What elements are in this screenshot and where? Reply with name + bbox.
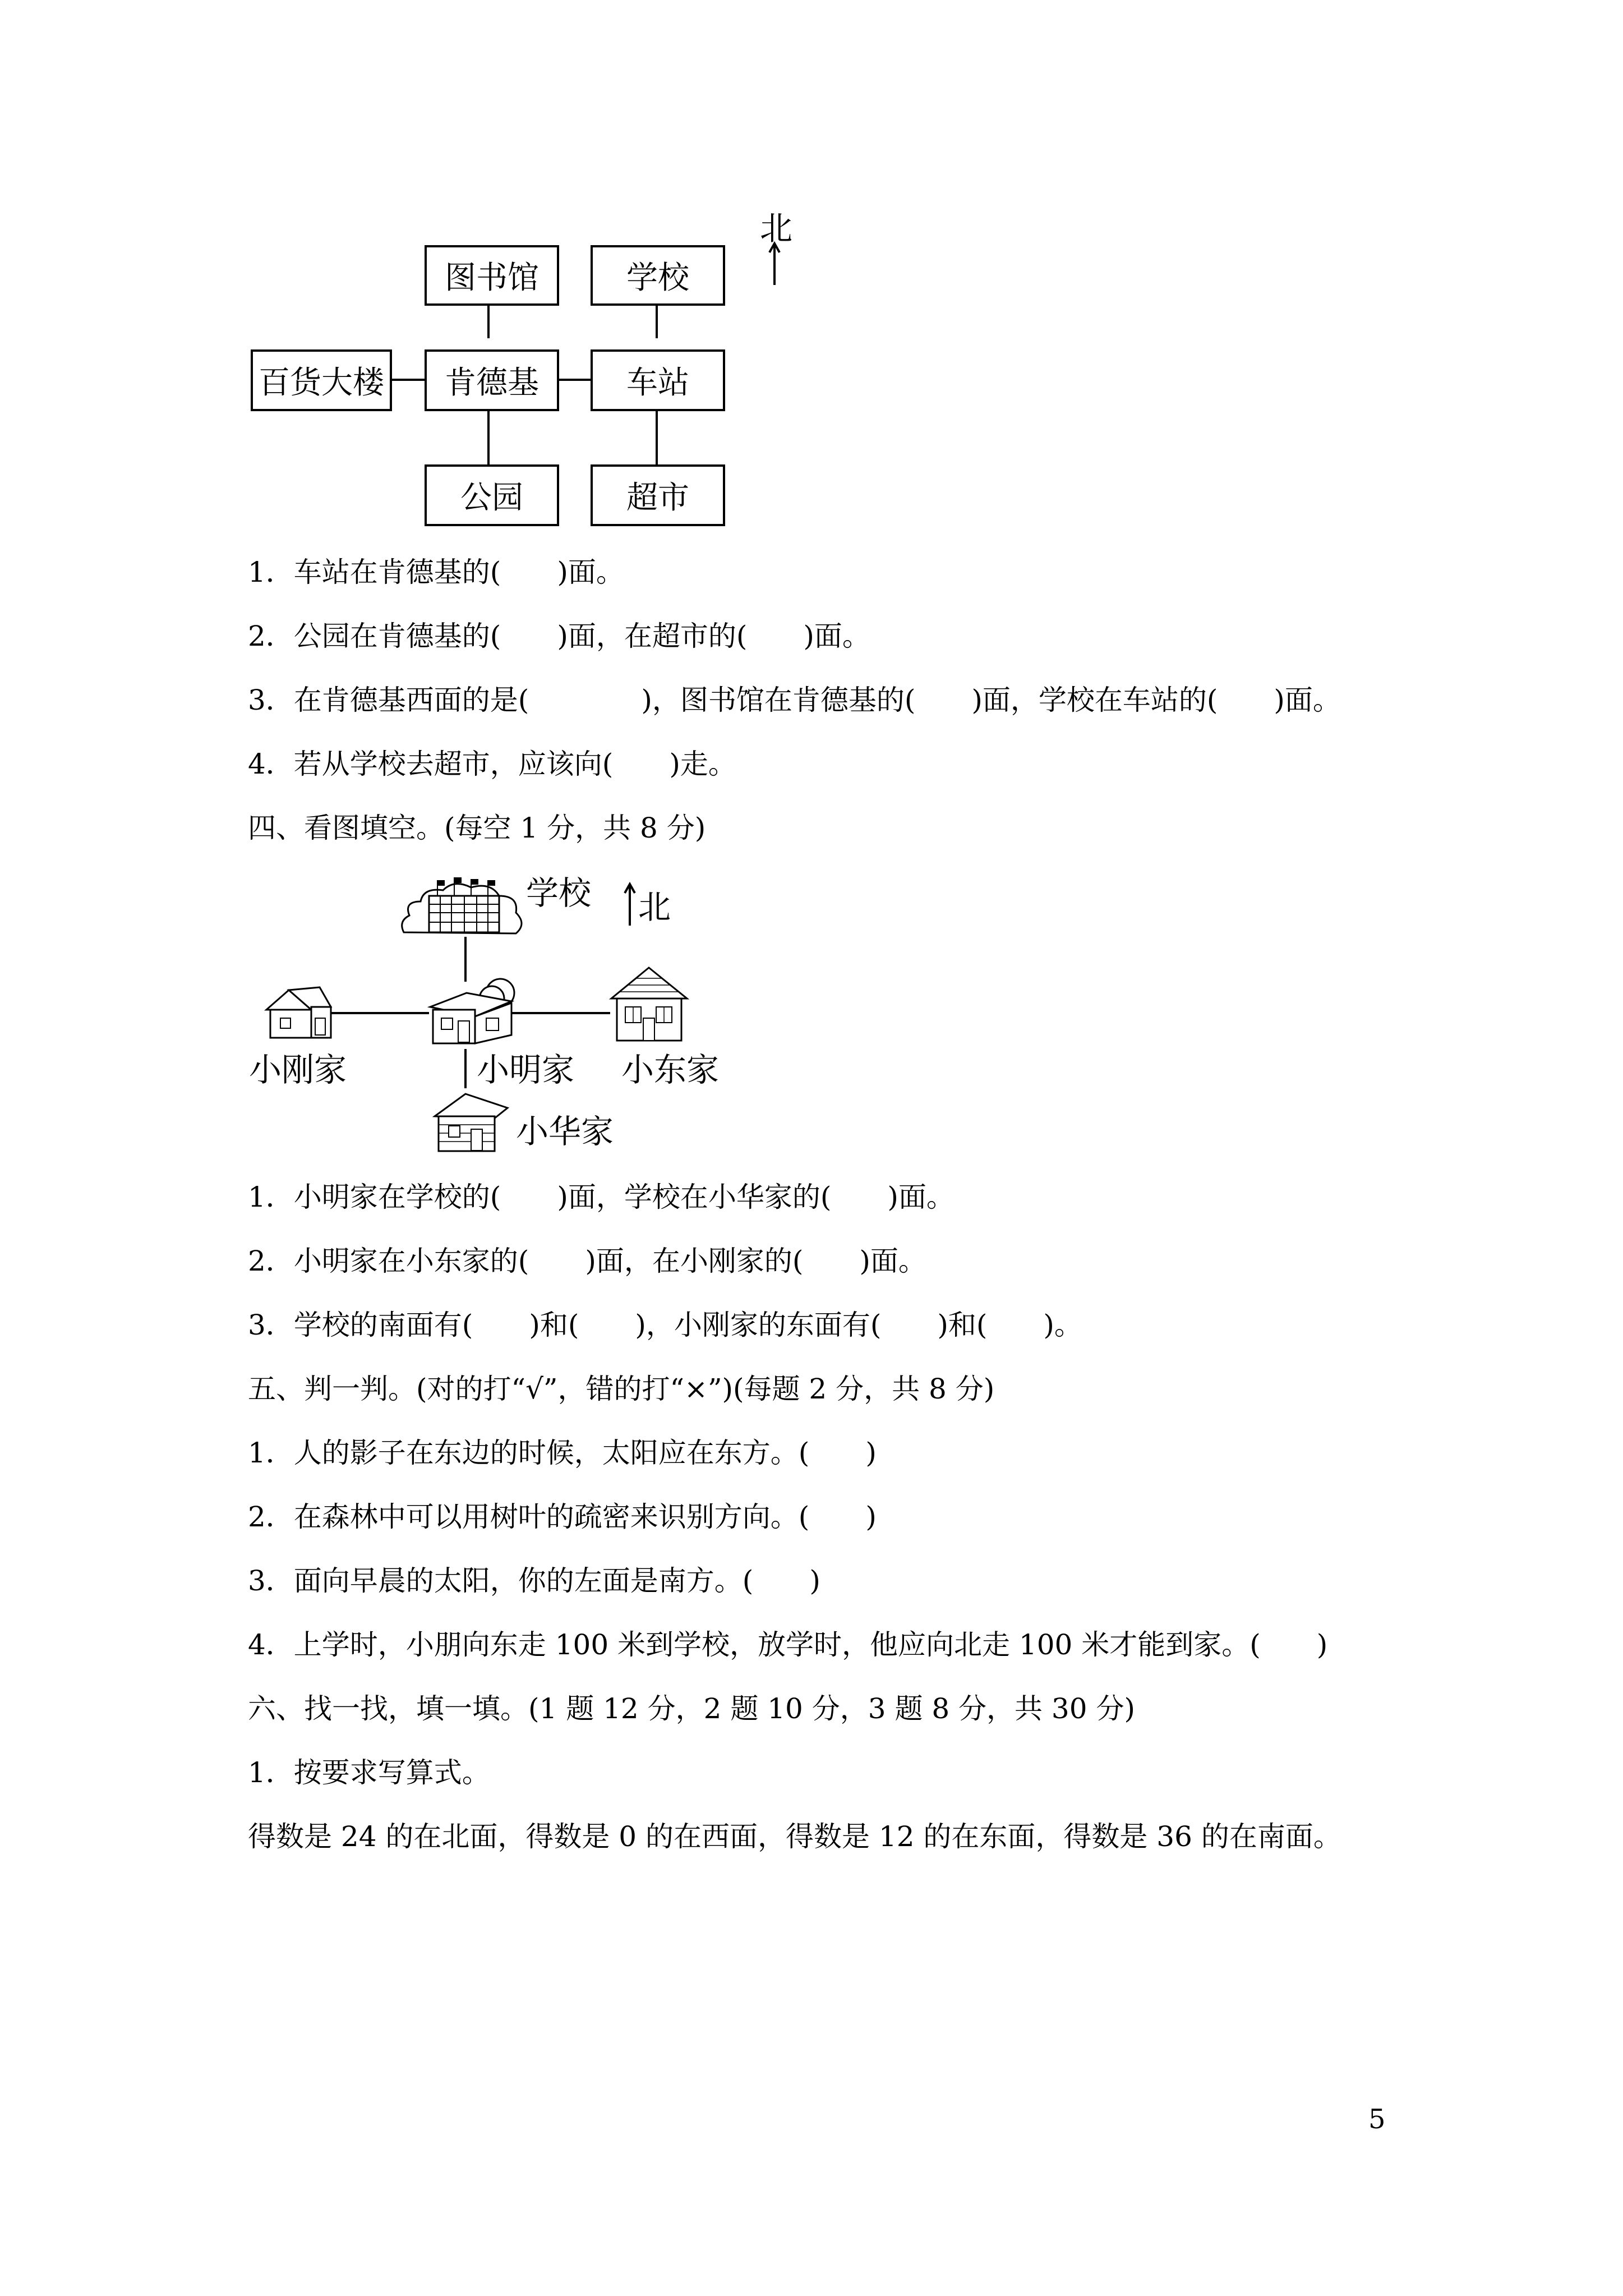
xiaoming-house-icon	[427, 976, 517, 1049]
connector	[487, 411, 490, 464]
xiaohua-house-icon	[432, 1085, 510, 1156]
connector	[331, 1012, 429, 1014]
box-supermarket: 超市	[591, 464, 725, 526]
page-number: 5	[1368, 2104, 1386, 2135]
section-heading: 四、看图填空。(每空 1 分，共 8 分)	[248, 812, 706, 844]
connector	[464, 937, 467, 982]
question-line: 3．面向早晨的太阳，你的左面是南方。( )	[248, 1565, 820, 1597]
box-kfc: 肯德基	[425, 349, 559, 411]
question-line: 1．按要求写算式。	[248, 1756, 490, 1789]
north-arrow-icon	[767, 241, 784, 286]
question-line: 得数是 24 的在北面，得数是 0 的在西面，得数是 12 的在东面，得数是 36 的在南面。	[248, 1820, 1341, 1853]
question-line: 1．小明家在学校的( )面，学校在小华家的( )面。	[248, 1181, 955, 1213]
box-library: 图书馆	[425, 245, 559, 306]
label-xiaoming: 小明家	[477, 1051, 575, 1089]
label-school: 学校	[526, 874, 592, 912]
section-heading: 五、判一判。(对的打“√”，错的打“×”)(每题 2 分，共 8 分)	[248, 1373, 995, 1405]
connector	[510, 1012, 610, 1014]
xiaodong-house-icon	[608, 965, 690, 1043]
question-line: 3．学校的南面有( )和( )，小刚家的东面有( )和( )。	[248, 1309, 1082, 1341]
label-xiaodong: 小东家	[621, 1051, 720, 1089]
question-line: 4．上学时，小朋向东走 100 米到学校，放学时，他应向北走 100 米才能到家。( )	[248, 1628, 1328, 1661]
question-line: 1．人的影子在东边的时候，太阳应在东方。( )	[248, 1437, 877, 1469]
question-line: 2．小明家在小东家的( )面，在小刚家的( )面。	[248, 1245, 926, 1277]
section-heading: 六、找一找，填一填。(1 题 12 分，2 题 10 分，3 题 8 分，共 30 分)	[248, 1692, 1135, 1725]
connector	[656, 303, 658, 338]
connector	[656, 411, 658, 464]
question-line: 3．在肯德基西面的是( )，图书馆在肯德基的( )面，学校在车站的( )面。	[248, 684, 1341, 716]
box-park: 公园	[425, 464, 559, 526]
connector	[487, 303, 490, 338]
question-line: 1．车站在肯德基的( )面。	[248, 556, 624, 588]
school-building-icon	[398, 871, 527, 939]
connector	[464, 1049, 467, 1088]
label-north: 北	[638, 888, 671, 926]
connector	[391, 379, 425, 381]
box-school: 学校	[591, 245, 725, 306]
north-label: 北	[760, 209, 793, 247]
question-line: 4．若从学校去超市，应该向( )走。	[248, 748, 736, 780]
box-dept-store: 百货大楼	[251, 349, 392, 411]
label-xiaohua: 小华家	[516, 1112, 614, 1151]
north-arrow-icon	[623, 882, 639, 927]
question-line: 2．公园在肯德基的( )面，在超市的( )面。	[248, 620, 870, 652]
question-line: 2．在森林中可以用树叶的疏密来识别方向。( )	[248, 1501, 877, 1533]
label-xiaogang: 小刚家	[249, 1051, 347, 1089]
xiaogang-house-icon	[264, 979, 334, 1041]
connector	[557, 379, 591, 381]
box-station: 车站	[591, 349, 725, 411]
